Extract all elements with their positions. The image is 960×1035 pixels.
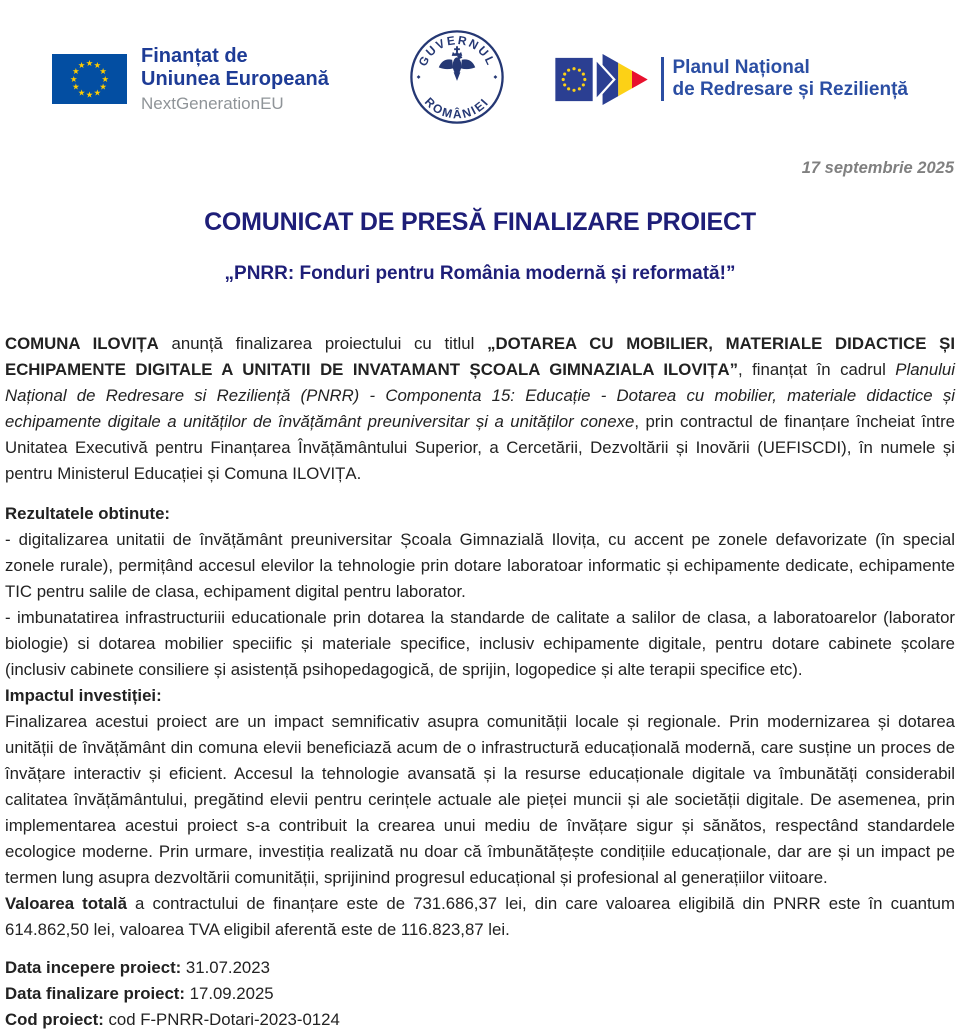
eu-logo-title-line1: Finanțat de <box>141 44 248 67</box>
government-seal-icon <box>409 29 505 125</box>
fact-end-date <box>5 981 955 1007</box>
seal-top-text: GUVERNUL <box>415 32 499 69</box>
result-item-2: - imbunatatirea infrastructuriii educationale prin dotarea la standarde de calitate a salilor de clasa, a laboratoarelor (laborator biologie) si dotarea mobilier speciific și materiale specifice, inclusiv echipamente digitale, pentru dotare cabinete școlare (inclusiv cabinete consiliere și asistență psihopedagogică, de sprijin, logopedice și alte terapii specifice etc). <box>5 608 955 679</box>
pnrr-logo-line2: de Redresare și Reziliență <box>672 79 908 100</box>
pnrr-logo-line1: Planul Național <box>672 57 810 78</box>
svg-text:★: ★ <box>93 87 102 98</box>
svg-text:★: ★ <box>77 60 86 71</box>
project-facts <box>5 955 955 1033</box>
svg-text:★: ★ <box>99 65 107 76</box>
page-subtitle: „PNRR: Fonduri pentru România modernă și reformată!” <box>224 263 736 284</box>
svg-text:★: ★ <box>85 89 94 100</box>
eu-logo-text <box>141 45 329 114</box>
fact-end-date-value: 17.09.2025 <box>184 984 274 1003</box>
result-item-1: - digitalizarea unitatii de învățământ preuniversitar Școala Gimnazială Ilovița, cu accent pe zonele defavorizate (în special zonele rurale), permițând accesul elevilor la tehnologie prin dotare laboratoar informatic și echipamente dedicate, echipamente TIC pentru salile de clasa, echipament digital pentru laborator. <box>5 530 955 601</box>
document-date: 17 septembrie 2025 <box>801 159 954 177</box>
intro-paragraph: COMUNA ILOVIȚA anunță finalizarea proiectului cu titlul „DOTAREA CU MOBILIER, MATERIALE DIDACTICE ȘI ECHIPAMENTE DIGITALE A UNITATII DE INVATAMANT ȘCOALA GIMNAZIALA ILOVIȚA”, finanțat în cadrul Planului Național de Redresare si Reziliență (PNRR) - Componenta 15: Educație - Dotarea cu mobilier, materiale didactice și echipamente digitale a unităților de învățământ preuniversitar și a unităților conexe, prin contractul de finanțare încheiat între Unitatea Executivă pentru Finanțarea Învățământului Superior, a Cercetării, Dezvoltării și Inovării (UEFISCDI), în numele și pentru Ministerul Educației și Comuna ILOVIȚA. <box>5 334 955 483</box>
romanian-government-seal <box>409 29 505 130</box>
pnrr-flag-icon <box>555 51 652 108</box>
fact-project-code <box>5 1007 955 1033</box>
svg-text:★: ★ <box>93 60 102 71</box>
svg-text:★: ★ <box>70 73 78 84</box>
svg-text:ROMÂNIEI <box>422 94 492 121</box>
fact-start-date-label: Data incepere proiect: <box>5 958 182 977</box>
svg-text:★: ★ <box>77 87 86 98</box>
eu-logo-subtitle: NextGenerationEU <box>141 93 284 113</box>
eu-funding-logo <box>52 45 329 114</box>
document-body <box>0 331 960 1033</box>
pnrr-logo <box>555 51 909 108</box>
svg-text:★: ★ <box>99 81 107 92</box>
logo-row <box>0 0 960 133</box>
impact-paragraph: Finalizarea acestui proiect are un impact semnificativ asupra comunității locale și regionale. Prin modernizarea și dotarea unității de învățământ din comuna elevii beneficiază acum de o infrastructură educațională modernă, care susține un proces de învățare interactiv și eficient. Accesul la tehnologie avansată și la resurse educaționale digitale va îmbunătăți considerabil calitatea învățământului, pregătind elevii pentru cerințele actuale ale pieței muncii și ale societății digitale. De asemenea, prin implementarea acestui proiect s-a contribuit la crearea unui mediu de învățare sigur și sănătos, respectând standardele ecologice moderne. Prin urmare, investiția realizată nu doar că îmbunătățește condițiile educaționale, dar are și un impact pe termen lung asupra dezvoltării comunității, sprijinind progresul educațional și profesional al generațiilor viitoare. <box>5 712 955 887</box>
impact-heading: Impactul investiției: <box>5 686 162 705</box>
eu-flag-icon <box>52 54 127 104</box>
svg-text:★: ★ <box>72 65 80 76</box>
fact-start-date <box>5 955 955 981</box>
seal-bottom-text: ROMÂNIEI <box>421 94 492 121</box>
pnrr-logo-text <box>661 57 909 101</box>
results-heading: Rezultatele obtinute: <box>5 504 171 523</box>
svg-text:★: ★ <box>72 81 80 92</box>
fact-project-code-value: cod F-PNRR-Dotari-2023-0124 <box>103 1010 340 1029</box>
value-paragraph: Valoarea totală a contractului de finanțare este de 731.686,37 lei, din care valoarea eligibilă din PNRR este în cuantum 614.862,50 lei, valoarea TVA eligibil aferentă este de 116.823,87 lei. <box>5 894 955 939</box>
fact-start-date-value: 31.07.2023 <box>181 958 270 977</box>
fact-project-code-label: Cod proiect: <box>5 1010 104 1029</box>
eu-logo-title-line2: Uniunea Europeană <box>141 67 329 90</box>
fact-end-date-label: Data finalizare proiect: <box>5 984 185 1003</box>
svg-text:★: ★ <box>85 58 94 69</box>
page-title: COMUNICAT DE PRESĂ FINALIZARE PROIECT <box>204 208 756 236</box>
svg-text:★: ★ <box>101 73 109 84</box>
